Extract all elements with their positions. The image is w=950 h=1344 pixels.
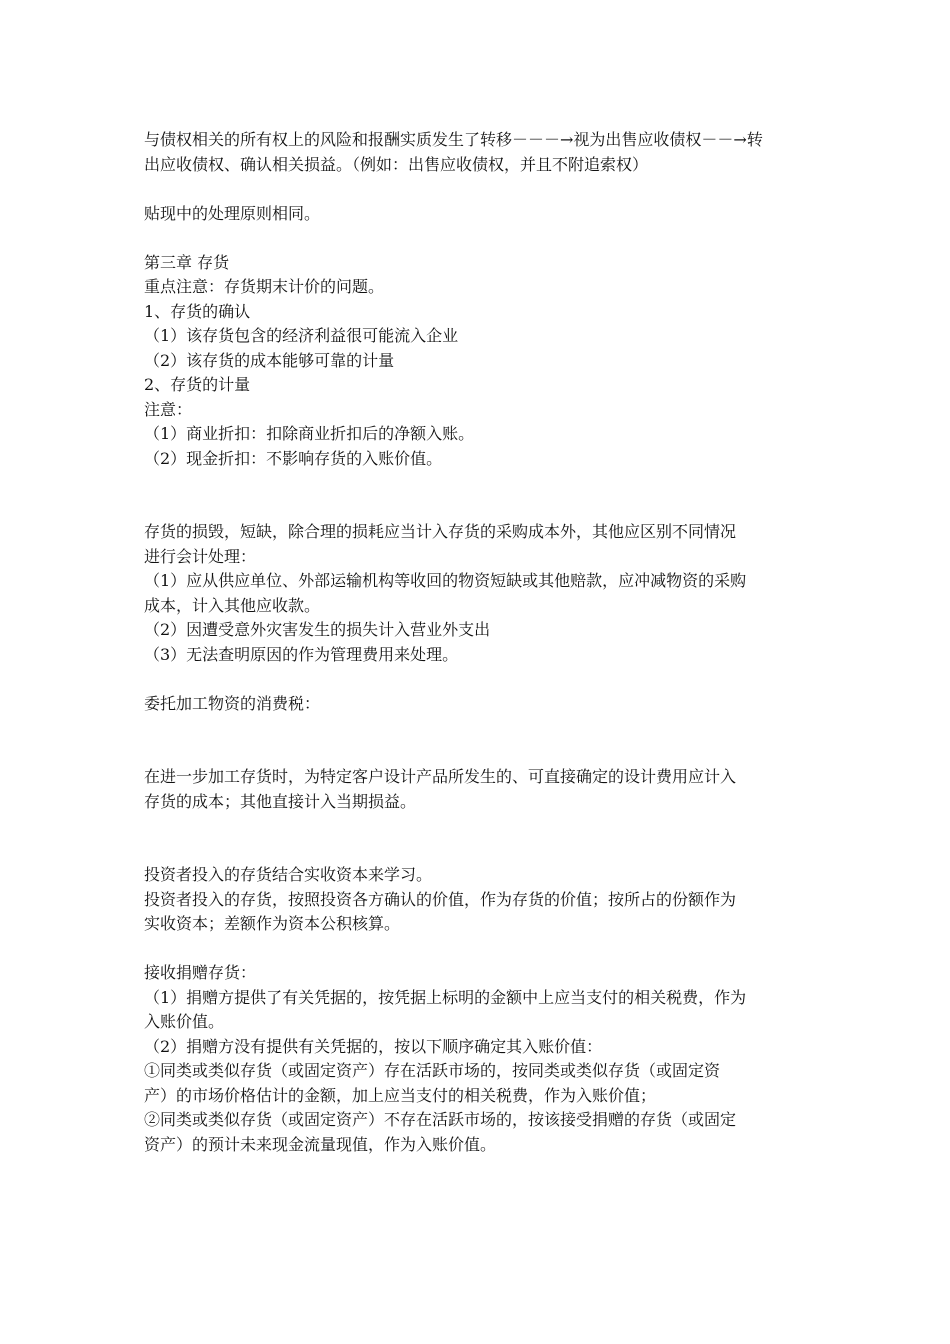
section-chapter-three-inventory — [144, 251, 814, 472]
text-line: （1）应从供应单位、外部运输机构等收回的物资短缺或其他赔款，应冲减物资的采购 — [144, 571, 747, 590]
text-line: （2）捐赠方没有提供有关凭据的，按以下顺序确定其入账价值： — [144, 1036, 603, 1056]
chapter-heading: 第三章 存货 — [144, 252, 230, 272]
text-line: 2、存货的计量 — [144, 375, 251, 394]
text-line: 存货的损毁，短缺，除合理的损耗应当计入存货的采购成本外，其他应区别不同情况 — [144, 522, 737, 541]
text-line: 实收资本；差额作为资本公积核算。 — [144, 914, 401, 933]
text-line: 进行会计处理： — [144, 546, 257, 566]
paragraph-design-costs — [144, 765, 814, 814]
text-line: （2）因遭受意外灾害发生的损失计入营业外支出 — [144, 620, 491, 639]
text-line: 入账价值。 — [144, 1012, 225, 1031]
text-line: （1）捐赠方提供了有关凭据的，按凭据上标明的金额中上应当支付的相关税费，作为 — [144, 987, 747, 1007]
paragraph-spacer — [144, 814, 814, 863]
paragraph-spacer — [144, 937, 814, 962]
text-line: 产）的市场价格估计的金额，加上应当支付的相关税费，作为入账价值； — [144, 1085, 657, 1105]
text-line: 投资者投入的存货，按照投资各方确认的价值，作为存货的价值；按所占的份额作为 — [144, 889, 737, 909]
text-line: 接收捐赠存货： — [144, 963, 257, 982]
text-line: （2）现金折扣：不影响存货的入账价值。 — [144, 448, 443, 468]
paragraph-spacer — [144, 471, 814, 520]
paragraph-donated-inventory — [144, 961, 814, 1157]
text-line: 1、存货的确认 — [144, 301, 251, 321]
paragraph-discount-principle — [144, 202, 814, 227]
paragraph-receivable-transfer — [144, 128, 814, 177]
text-line: ②同类或类似存货（或固定资产）不存在活跃市场的，按该接受捐赠的存货（或固定 — [144, 1110, 737, 1129]
text-line: 投资者投入的存货结合实收资本来学习。 — [144, 865, 433, 884]
paragraph-spacer — [144, 177, 814, 202]
text-line: 在进一步加工存货时，为特定客户设计产品所发生的、可直接确定的设计费用应计入 — [144, 767, 737, 786]
text-line: 贴现中的处理原则相同。 — [144, 203, 321, 223]
text-line: 资产）的预计未来现金流量现值，作为入账价值。 — [144, 1134, 497, 1154]
text-line: 与债权相关的所有权上的风险和报酬实质发生了转移－－－→视为出售应收债权－－→转 — [144, 130, 763, 149]
text-line: 出应收债权、确认相关损益。（例如：出售应收债权，并且不附追索权） — [144, 154, 649, 174]
paragraph-inventory-damage — [144, 520, 814, 667]
paragraph-consignment-tax — [144, 692, 814, 717]
text-line: （3）无法查明原因的作为管理费用来处理。 — [144, 644, 459, 664]
document-page — [144, 128, 814, 1157]
paragraph-spacer — [144, 667, 814, 692]
text-line: ①同类或类似存货（或固定资产）存在活跃市场的，按同类或类似存货（或固定资 — [144, 1061, 721, 1080]
paragraph-spacer — [144, 226, 814, 251]
text-line: （1）该存货包含的经济利益很可能流入企业 — [144, 326, 459, 345]
text-line: 成本，计入其他应收款。 — [144, 595, 321, 615]
text-line: （1）商业折扣：扣除商业折扣后的净额入账。 — [144, 424, 475, 443]
text-line: 存货的成本；其他直接计入当期损益。 — [144, 791, 417, 811]
text-line: 重点注意：存货期末计价的问题。 — [144, 277, 385, 296]
text-line: 注意： — [144, 399, 193, 419]
text-line: （2）该存货的成本能够可靠的计量 — [144, 350, 395, 370]
paragraph-spacer — [144, 716, 814, 765]
paragraph-investor-contribution — [144, 863, 814, 937]
text-line: 委托加工物资的消费税： — [144, 693, 321, 713]
